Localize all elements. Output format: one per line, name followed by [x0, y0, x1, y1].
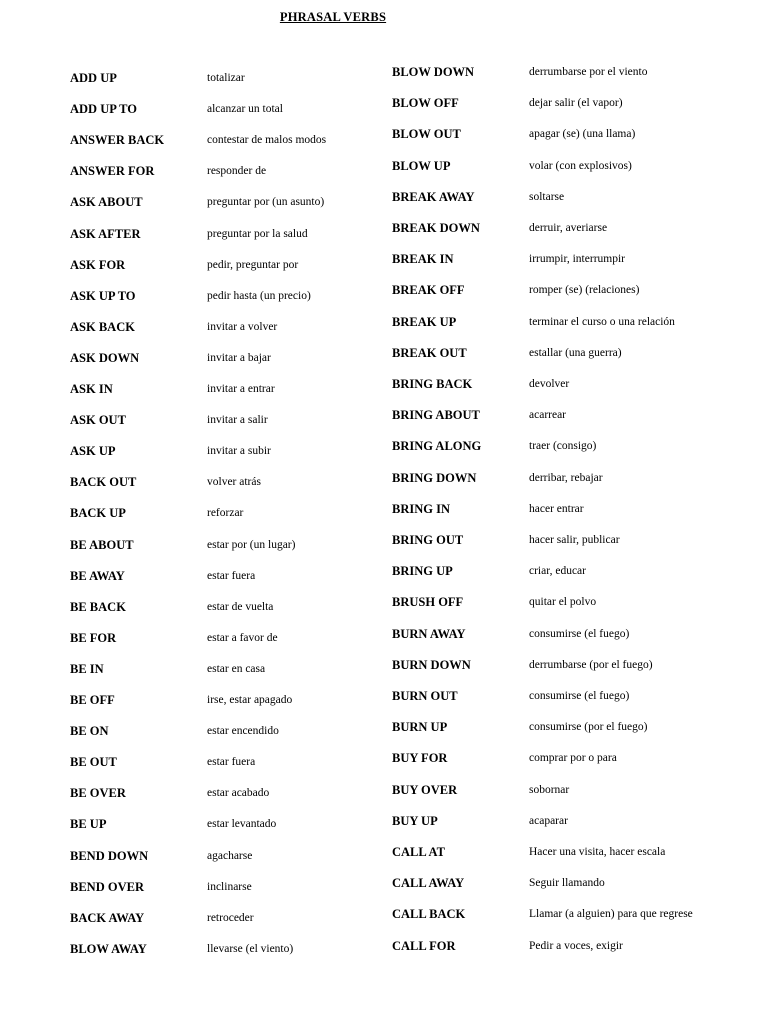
verb-meaning: pedir, preguntar por [207, 258, 299, 271]
verb-entry [392, 875, 752, 895]
verb-entry [392, 158, 752, 178]
verb-entry [392, 594, 752, 614]
verb-meaning: estar en casa [207, 662, 266, 675]
verb-entry [70, 101, 380, 121]
verb-entry [70, 537, 380, 557]
verb-entry [392, 782, 752, 802]
phrasal-verb: ASK AFTER [70, 226, 141, 241]
verb-meaning: Hacer una visita, hacer escala [529, 846, 666, 858]
verb-meaning: invitar a salir [207, 414, 268, 427]
phrasal-verb: BRING OUT [392, 533, 464, 547]
verb-entry [70, 630, 380, 650]
verb-entry [70, 163, 380, 183]
verb-entry [70, 132, 380, 152]
verb-meaning: reforzar [207, 507, 244, 520]
verb-entry [70, 412, 380, 432]
verb-meaning: invitar a subir [207, 445, 271, 458]
phrasal-verb: BREAK AWAY [392, 189, 475, 204]
verb-meaning: apagar (se) (una llama) [529, 128, 636, 141]
phrasal-verb: ASK IN [70, 382, 113, 396]
verb-meaning: volar (con explosivos) [529, 159, 632, 172]
verb-entry [392, 314, 752, 334]
phrasal-verb: CALL FOR [392, 938, 456, 953]
verb-entry [70, 474, 380, 494]
phrasal-verb: BUY FOR [392, 751, 448, 766]
phrasal-verb: BRING IN [392, 501, 450, 516]
verb-entry [70, 319, 380, 339]
phrasal-verb: BREAK OFF [392, 283, 465, 298]
phrasal-verb: CALL BACK [392, 907, 466, 922]
verb-entry [70, 816, 380, 836]
verb-entry [70, 443, 380, 463]
phrasal-verb: BLOW AWAY [70, 941, 147, 956]
verb-entry [392, 626, 752, 646]
phrasal-verb: BURN AWAY [392, 626, 466, 641]
verb-entry [70, 257, 380, 277]
verb-meaning: pedir hasta (un precio) [207, 289, 311, 302]
phrasal-verb: BE FOR [70, 630, 117, 645]
verb-meaning: romper (se) (relaciones) [529, 284, 640, 297]
phrasal-verb: ASK OUT [70, 413, 126, 428]
phrasal-verb: CALL AT [392, 845, 445, 859]
phrasal-verb: BLOW OFF [392, 96, 459, 111]
verb-entry [392, 376, 752, 396]
phrasal-verb: BEND OVER [70, 879, 144, 894]
verb-meaning: irrumpir, interrumpir [529, 253, 625, 266]
verb-meaning: invitar a volver [207, 320, 278, 333]
verb-entry [392, 407, 752, 427]
verb-meaning: Pedir a voces, exigir [529, 939, 623, 952]
verb-entry [392, 64, 752, 84]
phrasal-verb: BRING DOWN [392, 470, 477, 485]
verb-entry [70, 288, 380, 308]
phrasal-verb: BE OVER [70, 786, 126, 801]
verb-meaning: estar levantado [207, 818, 277, 831]
phrasal-verb: BE BACK [70, 599, 126, 614]
verb-entry [70, 692, 380, 712]
verb-entry [392, 282, 752, 302]
verb-meaning: irse, estar apagado [207, 694, 293, 706]
verb-meaning: sobornar [529, 783, 570, 796]
verb-meaning: preguntar por la salud [207, 227, 308, 240]
verb-entry [392, 220, 752, 240]
verb-meaning: contestar de malos modos [207, 134, 327, 147]
verb-meaning: invitar a entrar [207, 383, 275, 395]
verb-meaning: totalizar [207, 72, 245, 84]
verb-entry [70, 661, 380, 681]
phrasal-verb: BACK UP [70, 506, 126, 521]
verb-meaning: criar, educar [529, 565, 586, 578]
verb-entry [392, 719, 752, 739]
phrasal-verb: ANSWER BACK [70, 133, 165, 148]
phrasal-verb: ANSWER FOR [70, 164, 155, 179]
phrasal-verb: ASK UP [70, 444, 116, 459]
verb-meaning: responder de [207, 165, 267, 178]
verb-entry [70, 754, 380, 774]
phrasal-verb: BURN OUT [392, 689, 458, 703]
verb-entry [392, 844, 752, 864]
verb-meaning: traer (consigo) [529, 440, 597, 453]
verb-entry [392, 189, 752, 209]
verb-entry [392, 688, 752, 708]
verb-entry [70, 879, 380, 899]
verb-entry [392, 95, 752, 115]
verb-entry [70, 505, 380, 525]
verb-meaning: preguntar por (un asunto) [207, 196, 325, 209]
phrasal-verb: BREAK DOWN [392, 221, 480, 235]
verb-entry [70, 723, 380, 743]
phrasal-verb: BUY UP [392, 813, 438, 828]
verb-entry [70, 848, 380, 868]
phrasal-verb: BLOW DOWN [392, 65, 475, 79]
verb-entry [392, 470, 752, 490]
verb-meaning: alcanzar un total [207, 103, 283, 116]
phrasal-verb: BE ON [70, 724, 109, 739]
phrasal-verb: BE ABOUT [70, 537, 134, 552]
verb-meaning: acaparar [529, 814, 568, 827]
phrasal-verb: BURN DOWN [392, 657, 471, 672]
phrasal-verb: BREAK IN [392, 252, 454, 267]
verb-meaning: inclinarse [207, 880, 252, 893]
verb-meaning: invitar a bajar [207, 351, 271, 364]
verb-meaning: hacer salir, publicar [529, 534, 620, 546]
phrasal-verb: BE UP [70, 817, 107, 832]
verb-meaning: quitar el polvo [529, 596, 597, 609]
verb-meaning: Seguir llamando [529, 877, 605, 890]
verb-meaning: acarrear [529, 409, 567, 422]
verb-entry [70, 785, 380, 805]
verb-entry [392, 501, 752, 521]
phrasal-verb: BE AWAY [70, 568, 125, 583]
phrasal-verb: BEND DOWN [70, 848, 149, 863]
phrasal-verb: ASK FOR [70, 257, 126, 272]
verb-entry [392, 750, 752, 770]
verb-meaning: hacer entrar [529, 502, 584, 515]
verb-meaning: soltarse [529, 190, 565, 203]
verb-meaning: devolver [529, 378, 570, 390]
verb-meaning: derrumbarse por el viento [529, 66, 648, 78]
verb-entry [70, 910, 380, 930]
verb-entry [392, 657, 752, 677]
verb-entry [70, 568, 380, 588]
verb-meaning: estar a favor de [207, 631, 278, 644]
verb-entry [70, 381, 380, 401]
verb-entry [392, 532, 752, 552]
phrasal-verb: BLOW UP [392, 158, 451, 173]
verb-entry [392, 251, 752, 271]
phrasal-verb: BRING ALONG [392, 439, 482, 454]
verb-entry [392, 813, 752, 833]
verb-meaning: estallar (una guerra) [529, 346, 622, 359]
phrasal-verb: ASK UP TO [70, 288, 136, 303]
phrasal-verb: BACK AWAY [70, 910, 145, 925]
verb-meaning: derrumbarse (por el fuego) [529, 658, 653, 671]
phrasal-verb: BRING UP [392, 564, 453, 579]
verb-entry [70, 194, 380, 214]
verb-entry [70, 599, 380, 619]
verb-meaning: agacharse [207, 849, 253, 862]
phrasal-verb: ADD UP TO [70, 102, 137, 117]
verb-meaning: dejar salir (el vapor) [529, 97, 623, 110]
verb-entry [392, 438, 752, 458]
verb-entry [392, 906, 752, 926]
phrasal-verb: BREAK OUT [392, 345, 467, 360]
verb-meaning: estar de vuelta [207, 600, 274, 613]
verb-meaning: llevarse (el viento) [207, 942, 294, 955]
verb-entry [70, 226, 380, 246]
verb-entry [392, 563, 752, 583]
phrasal-verb: BUY OVER [392, 782, 458, 797]
phrasal-verb: CALL AWAY [392, 876, 465, 891]
phrasal-verb: BACK OUT [70, 475, 137, 490]
verb-meaning: estar acabado [207, 787, 270, 800]
phrasal-verb: ADD UP [70, 71, 117, 85]
phrasal-verb: ASK ABOUT [70, 195, 143, 210]
verb-entry [392, 345, 752, 365]
verb-meaning: consumirse (el fuego) [529, 627, 630, 640]
verb-meaning: estar encendido [207, 725, 279, 738]
verb-meaning: consumirse (por el fuego) [529, 721, 648, 734]
phrasal-verb: BREAK UP [392, 314, 457, 329]
page-title: PHRASAL VERBS [279, 10, 387, 24]
verb-meaning: derribar, rebajar [529, 471, 603, 484]
verb-entry [392, 938, 752, 958]
phrasal-verb: ASK BACK [70, 319, 135, 334]
verb-meaning: terminar el curso o una relación [529, 315, 675, 328]
phrasal-verb: BRING ABOUT [392, 408, 480, 423]
verb-meaning: comprar por o para [529, 752, 617, 765]
verb-entry [70, 70, 380, 90]
verb-meaning: derruir, averiarse [529, 222, 608, 234]
phrasal-verb: BE IN [70, 661, 104, 676]
phrasal-verb: BLOW OUT [392, 127, 461, 142]
verb-meaning: Llamar (a alguien) para que regrese [529, 908, 693, 921]
verb-meaning: estar fuera [207, 756, 256, 769]
phrasal-verb: BE OUT [70, 755, 117, 770]
verb-meaning: volver atrás [207, 476, 261, 489]
phrasal-verb: BRING BACK [392, 377, 473, 391]
verb-meaning: retroceder [207, 911, 254, 924]
verb-entry [70, 350, 380, 370]
phrasal-verb: BURN UP [392, 720, 448, 735]
verb-entry [392, 126, 752, 146]
verb-meaning: estar fuera [207, 569, 256, 582]
verb-meaning: estar por (un lugar) [207, 538, 296, 551]
phrasal-verb: BE OFF [70, 693, 115, 707]
verb-meaning: consumirse (el fuego) [529, 690, 630, 702]
phrasal-verb: BRUSH OFF [392, 595, 464, 610]
phrasal-verb: ASK DOWN [70, 350, 140, 365]
verb-entry [70, 941, 380, 961]
